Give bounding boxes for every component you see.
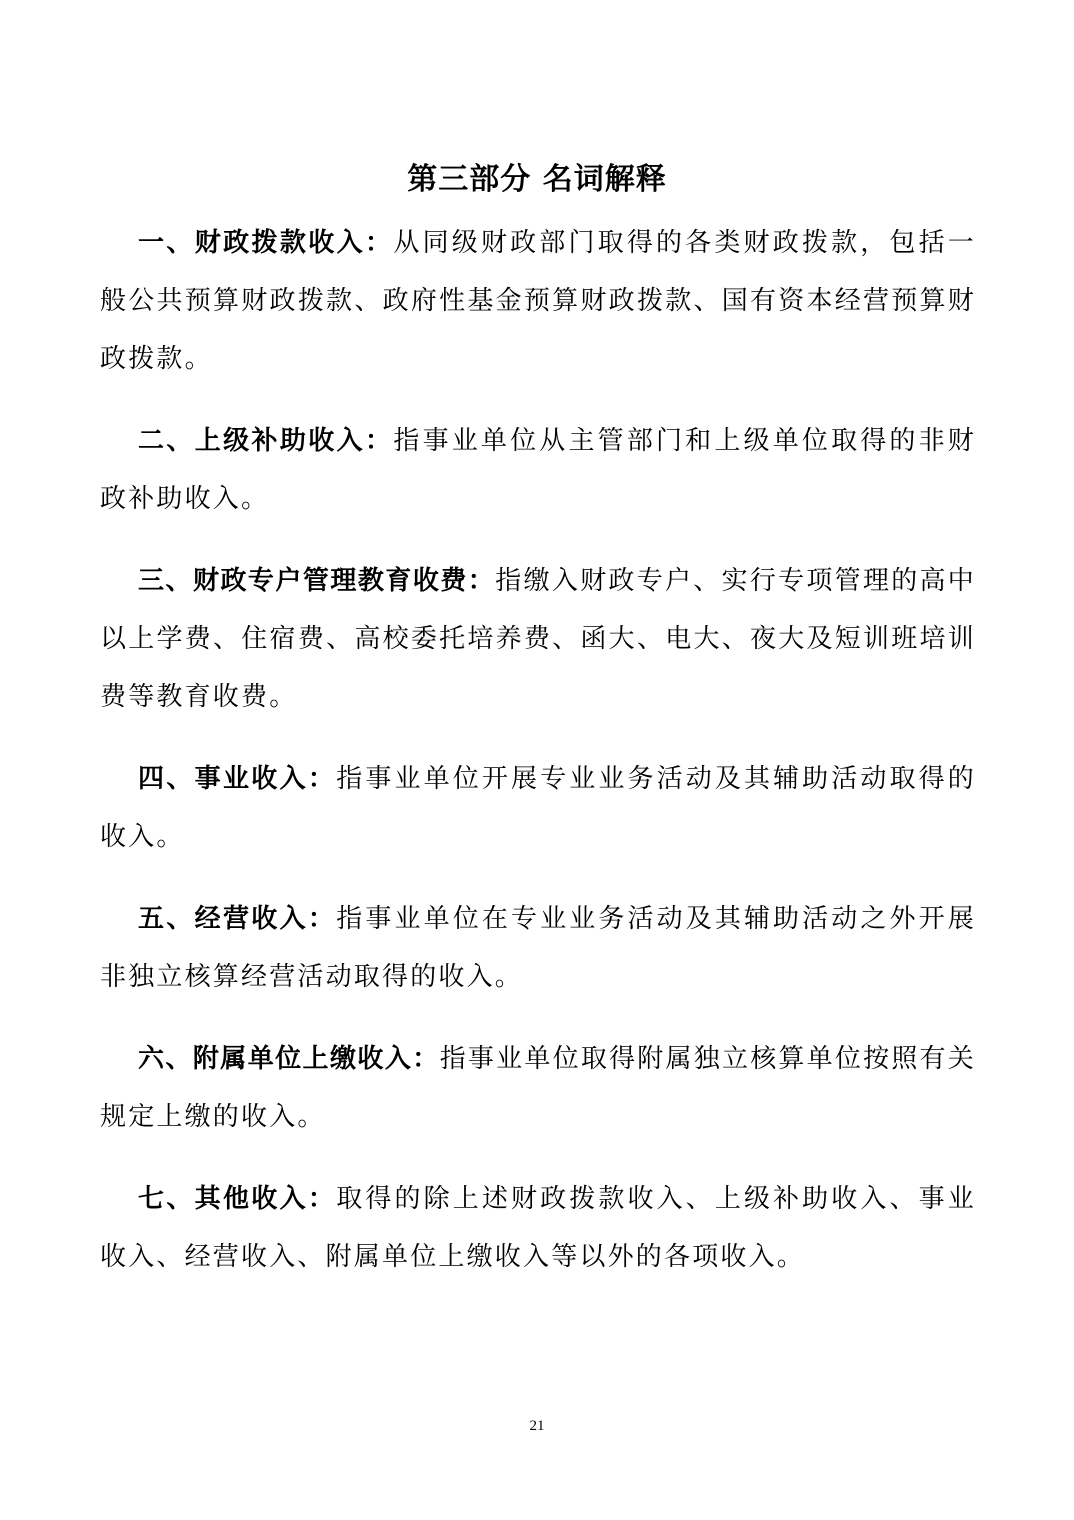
definition-text: 指缴入财政专户、实行专项管理的高中以上学费、住宿费、高校委托培养费、函大、电大、夜大及短训班培训费等教育收费。 [100,566,977,712]
definition-paragraph [100,750,976,866]
definition-paragraph [100,412,976,528]
definition-term: 四、事业收入： [138,764,337,794]
definitions-list [100,214,976,1310]
definition-term: 五、经营收入： [138,904,337,934]
definition-text: 从同级财政部门取得的各类财政拨款，包括一般公共预算财政拨款、政府性基金预算财政拨款、国有资本经营预算财政拨款。 [100,228,976,374]
definition-text: 指事业单位取得附属独立核算单位按照有关规定上缴的收入。 [100,1044,976,1132]
definition-paragraph [100,890,976,1006]
definition-term: 一、财政拨款收入： [138,228,394,258]
definition-paragraph [100,1030,976,1146]
definition-paragraph [100,214,976,388]
definition-term: 三、财政专户管理教育收费： [138,566,496,596]
definition-text: 指事业单位在专业业务活动及其辅助活动之外开展非独立核算经营活动取得的收入。 [100,904,976,992]
definition-paragraph [100,552,976,726]
definition-term: 七、其他收入： [138,1184,337,1214]
definition-text: 指事业单位开展专业业务活动及其辅助活动取得的收入。 [100,764,976,852]
definition-text: 指事业单位从主管部门和上级单位取得的非财政补助收入。 [100,426,976,514]
definition-term: 六、附属单位上缴收入： [138,1044,440,1074]
page-number: 21 [529,1418,545,1434]
definition-term: 二、上级补助收入： [138,426,394,456]
definition-text: 取得的除上述财政拨款收入、上级补助收入、事业收入、经营收入、附属单位上缴收入等以外的各项收入。 [100,1184,976,1272]
page-title: 第三部分 名词解释 [407,162,667,198]
definition-paragraph [100,1170,976,1286]
